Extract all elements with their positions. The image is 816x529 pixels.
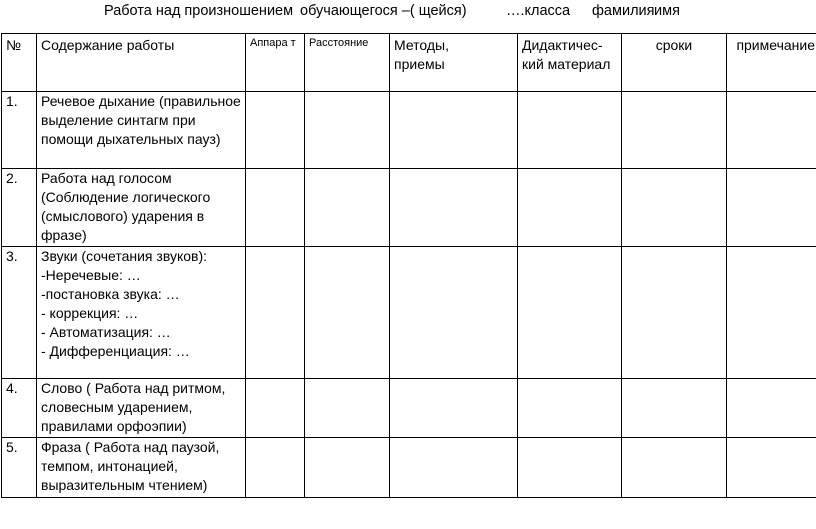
row-distance-cell: [305, 247, 390, 379]
row-didactic-cell: [518, 379, 622, 438]
header-distance: Расстояние: [305, 34, 390, 92]
row-distance-cell: [305, 438, 390, 498]
row-number: 2.: [2, 169, 37, 247]
row-content: Звуки (сочетания звуков): -Неречевые: … -постановка звука: … - коррекция: … - Автоматизация: … - Дифференциация: …: [37, 247, 246, 379]
title-part-2: обучающегося –( щейся): [300, 3, 467, 19]
row-content: Речевое дыхание (правильное выделение синтагм при помощи дыхательных пауз): [37, 92, 246, 169]
row-didactic-cell: [518, 247, 622, 379]
header-didactic: Дидактичес-кий материал: [518, 34, 622, 92]
row-number: 1.: [2, 92, 37, 169]
header-content: Содержание работы: [37, 34, 246, 92]
table-row: [2, 379, 816, 438]
row-distance-cell: [305, 379, 390, 438]
row-notes-cell: [727, 169, 816, 247]
row-number: 4.: [2, 379, 37, 438]
row-didactic-cell: [518, 438, 622, 498]
row-methods-cell: [390, 247, 518, 379]
work-plan-table: [1, 33, 816, 498]
row-methods-cell: [390, 379, 518, 438]
row-terms-cell: [622, 247, 727, 379]
row-didactic-cell: [518, 169, 622, 247]
row-terms-cell: [622, 379, 727, 438]
page-title: [0, 3, 816, 23]
row-distance-cell: [305, 92, 390, 169]
table-row: [2, 92, 816, 169]
title-part-4: фамилия: [592, 3, 655, 19]
row-apparatus-cell: [246, 247, 305, 379]
header-row: [2, 34, 816, 92]
title-part-3: ….класса: [506, 3, 571, 19]
header-notes: примечание: [727, 34, 816, 92]
row-methods-cell: [390, 438, 518, 498]
row-distance-cell: [305, 169, 390, 247]
row-number: 3.: [2, 247, 37, 379]
row-apparatus-cell: [246, 169, 305, 247]
table-row: [2, 169, 816, 247]
row-notes-cell: [727, 438, 816, 498]
row-didactic-cell: [518, 92, 622, 169]
row-notes-cell: [727, 379, 816, 438]
row-content: Фраза ( Работа над паузой, темпом, интонацией, выразительным чтением): [37, 438, 246, 498]
row-number: 5.: [2, 438, 37, 498]
title-part-5: имя: [654, 3, 680, 19]
title-part-1: Работа над произношением: [104, 3, 294, 19]
row-apparatus-cell: [246, 92, 305, 169]
row-methods-cell: [390, 169, 518, 247]
row-content: Работа над голосом (Соблюдение логического (смыслового) ударения в фразе): [37, 169, 246, 247]
row-methods-cell: [390, 92, 518, 169]
row-terms-cell: [622, 92, 727, 169]
row-terms-cell: [622, 438, 727, 498]
table-row: [2, 247, 816, 379]
row-content: Слово ( Работа над ритмом, словесным ударением, правилами орфоэпии): [37, 379, 246, 438]
row-apparatus-cell: [246, 379, 305, 438]
row-apparatus-cell: [246, 438, 305, 498]
header-number: №: [2, 34, 37, 92]
header-terms: сроки: [622, 34, 727, 92]
row-notes-cell: [727, 92, 816, 169]
table-row: [2, 438, 816, 498]
header-methods: Методы, приемы: [390, 34, 518, 92]
row-terms-cell: [622, 169, 727, 247]
row-notes-cell: [727, 247, 816, 379]
header-apparatus: Аппара т: [246, 34, 305, 92]
